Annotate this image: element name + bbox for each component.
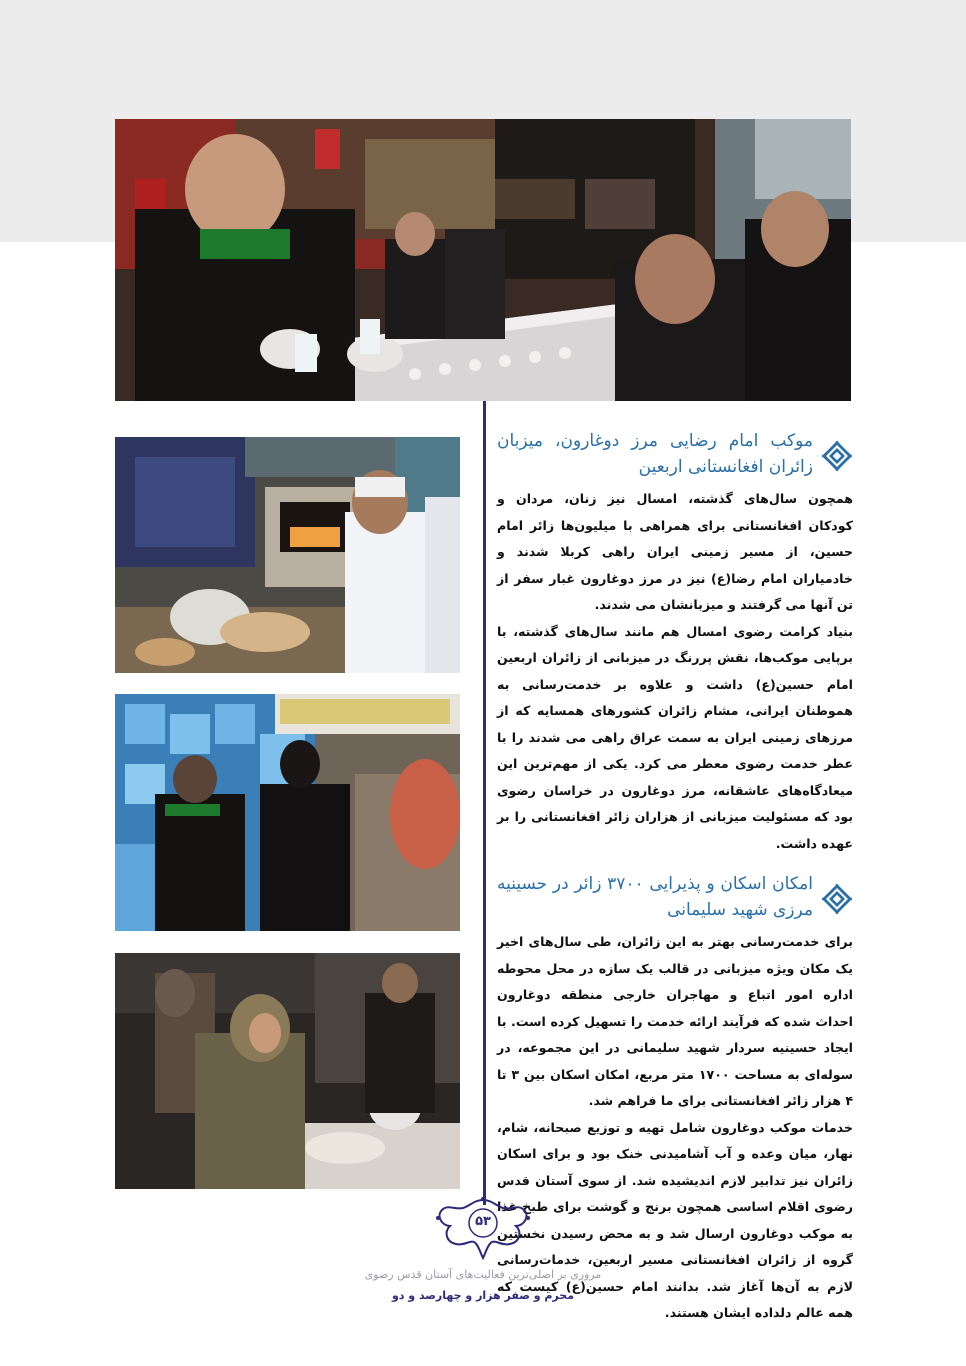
footer-date: محرم و صفر هزار و چهارصد و دو: [391, 1289, 575, 1302]
hero-photo-mawkib-serving: [115, 119, 851, 401]
page-number: ۵۳: [475, 1214, 491, 1229]
paragraph: بنیاد کرامت رضوی امسال هم مانند سال‌های گذشته، با برپایی موکب‌ها، نقش پررنگ در میزبانی از زائران اربعین امام حسین(ع) داشت و علاوه بر خدمت‌رسانی به هموطنان ایرانی، مشام زائران کشورهای همسایه که از مرزهای زمینی ایران به سمت عراق راهی می شدند را با عطر خدمت رضوی معطر می کرد. یکی از مهم‌ترین این میعادگاه‌های عاشقانه، مرز دوغارون در خراسان رضوی بود که مسئولیت میزبانی از هزاران زائر افغانستانی را بر عهده داشت.: [497, 623, 853, 851]
arabesque-diamond-icon: [821, 883, 853, 915]
section1-title: موکب امام رضایی مرز دوغارون، میزبان زائران افغانستانی اربعین: [497, 431, 813, 477]
arabesque-diamond-icon: [821, 440, 853, 472]
column-divider: [483, 401, 486, 1205]
photo-women-baking: [115, 953, 460, 1189]
floral-frame-icon: [430, 1196, 536, 1262]
photo-bread-baker: [115, 437, 460, 673]
article-text-column: [497, 428, 853, 1327]
section1-heading: [497, 428, 853, 480]
section2-title: امکان اسکان و پذیرایی ۳۷۰۰ زائر در حسینیه مرزی شهید سلیمانی: [497, 874, 813, 920]
section2-heading: [497, 871, 853, 923]
photo-water-bottles: [115, 694, 460, 931]
section2-body: [497, 929, 853, 1327]
footer-subtitle: مروری بر اصلی‌ترین فعالیت‌های آستان قدس رضوی: [364, 1268, 602, 1281]
paragraph: برای خدمت‌رسانی بهتر به این زائران، طی سال‌های اخیر یک مکان ویژه میزبانی در قالب یک سازه در محل محوطه اداره امور اتباع و مهاجران خارجی منطقه دوغارون احداث شده که فرآیند ارائه خدمت را تسهیل کرده است. با ایجاد حسینیه سردار شهید سلیمانی در این مجموعه، در سوله‌ای به مساحت ۱۷۰۰ متر مربع، امکان اسکان بین ۳ تا ۴ هزار زائر افغانستانی برای ما فراهم شد.: [497, 934, 853, 1108]
section1-body: [497, 486, 853, 857]
paragraph: خدمات موکب دوغارون شامل تهیه و توزیع صبحانه، شام، نهار، میان وعده و آب آشامیدنی خنک بود و برای اسکان زائران نیز تدابیر لازم اندیشیده شد. از سوی آستان قدس رضوی اقلام اساسی همچون برنج و گوشت برای طبخ غذا به موکب دوغارون ارسال شد و به محض رسیدن نخستین گروه از زائران افغانستانی مسیر اربعین، خدمات‌رسانی لازم به آن‌ها آغاز شد. بدانند امام حسین(ع) کیست که همه عالم دلداده ایشان هستند.: [497, 1119, 853, 1320]
paragraph: همچون سال‌های گذشته، امسال نیز زنان، مردان و کودکان افغانستانی برای همراهی با میلیون‌ها زائر امام حسین، از مسیر زمینی ایران راهی کربلا شدند و خادمیاران امام رضا(ع) نیز در مرز دوغارون غبار سفر از تن آنها می گرفتند و میزبانشان می شدند.: [497, 491, 853, 612]
